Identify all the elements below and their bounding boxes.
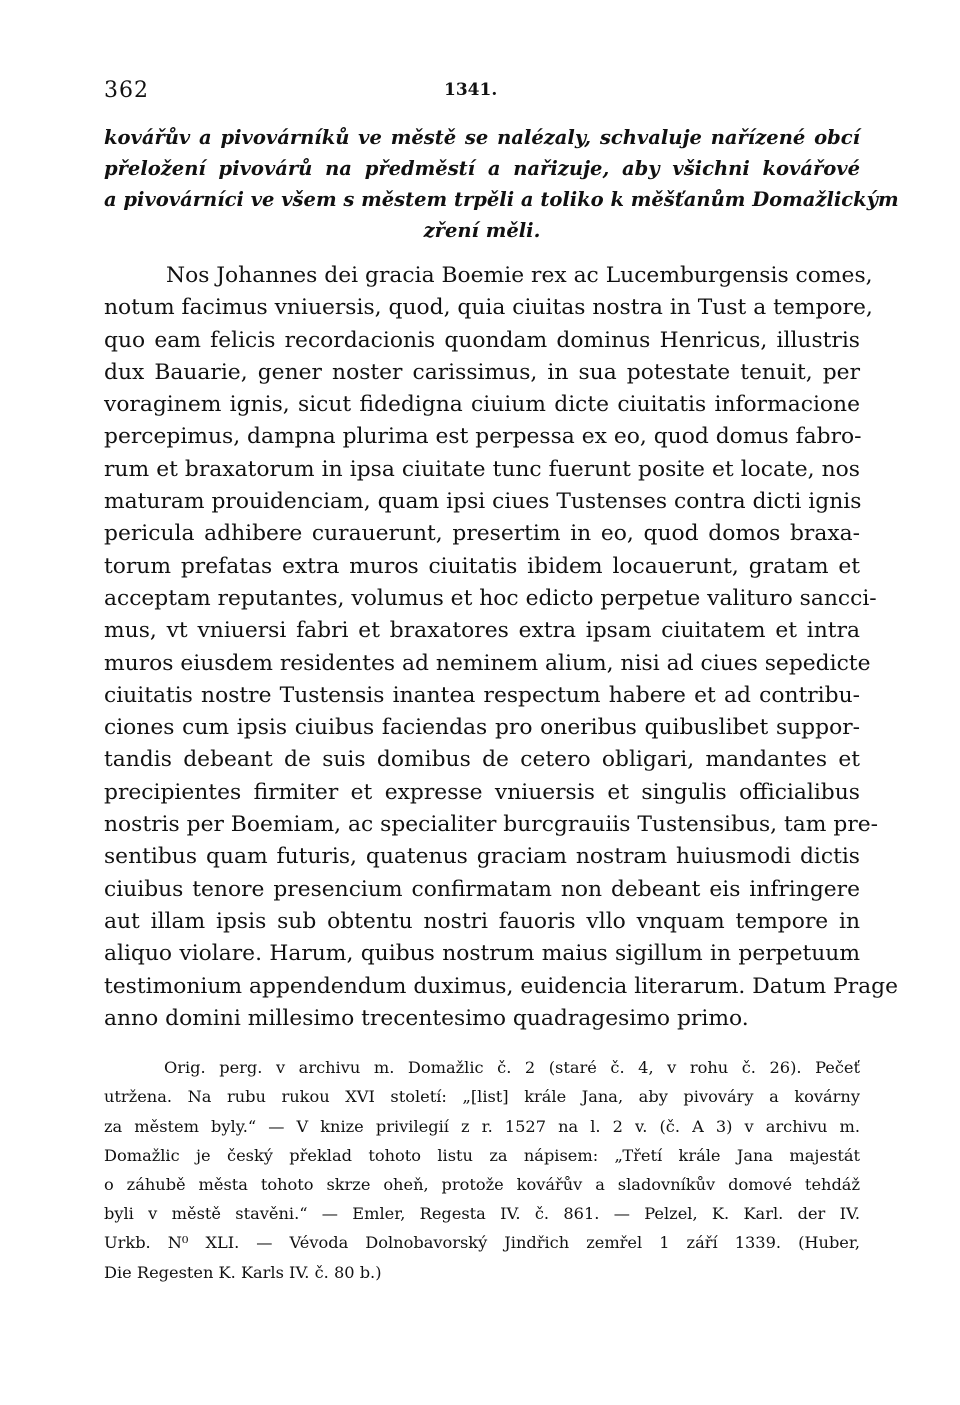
body-line: sentibus quam futuris, quatenus graciam nostram huiusmodi dictis	[104, 844, 860, 870]
body-line: notum facimus vniuersis, quod, quia ciuitas nostra in Tust a tempore,	[104, 295, 873, 321]
summary-line: zření měli.	[423, 219, 541, 242]
note-line: o záhubě města tohoto skrze oheň, protože kovářův a sladovníkův domové tehdáž	[104, 1174, 860, 1194]
czech-summary	[104, 122, 899, 246]
note-line: Urkb. N⁰ XLI. — Vévoda Dolnobavorský Jindřich zemřel 1 září 1339. (Huber,	[104, 1233, 860, 1253]
body-line: voraginem ignis, sicut fidedigna ciuium dicte ciuitatis informacione	[104, 392, 860, 418]
body-line: dux Bauarie, gener noster carissimus, in sua potestate tenuit, per	[104, 359, 860, 385]
page-number: 362	[104, 78, 149, 103]
body-line: mus, vt vniuersi fabri et braxatores extra ipsam ciuitatem et intra	[104, 618, 860, 644]
body-line: quo eam felicis recordacionis quondam dominus Henricus, illustris	[104, 327, 860, 353]
note-line: byli v městě stavěni.“ — Emler, Regesta IV. č. 861. — Pelzel, K. Karl. der IV.	[104, 1204, 860, 1224]
note-line: utržena. Na rubu rukou XVI století: „[list] krále Jana, aby pivováry a kovárny	[104, 1087, 860, 1107]
body-line: aut illam ipsis sub obtentu nostri fauoris vllo vnquam tempore in	[104, 908, 860, 934]
latin-charter-text	[104, 260, 899, 1035]
summary-line: a pivovárníci ve všem s městem trpěli a toliko k měšťanům Domažlickým	[104, 188, 899, 211]
body-line: aliquo violare. Harum, quibus nostrum maius sigillum in perpetuum	[104, 941, 860, 967]
body-line: pericula adhibere curauerunt, presertim in eo, quod domos braxa-	[104, 521, 860, 547]
source-note	[104, 1053, 860, 1287]
summary-line: přeložení pivovárů na předměstí a nařizuje, aby všichni kovářové	[104, 157, 860, 180]
note-line: Orig. perg. v archivu m. Domažlic č. 2 (staré č. 4, v rohu č. 26). Pečeť	[164, 1058, 860, 1078]
running-year: 1341.	[444, 80, 498, 100]
body-line: Nos Johannes dei gracia Boemie rex ac Lucemburgensis comes,	[166, 263, 873, 288]
document-page	[104, 78, 899, 1287]
body-line: testimonium appendendum duximus, euidencia literarum. Datum Prage	[104, 973, 899, 999]
note-line: za městem byly.“ — V knize privilegií z r. 1527 na l. 2 v. (č. A 3) v archivu m.	[104, 1116, 860, 1136]
body-line: ciuitatis nostre Tustensis inantea respectum habere et ad contribu-	[104, 682, 860, 708]
body-line: precipientes firmiter et expresse vniuersis et singulis officialibus	[104, 779, 860, 805]
body-line: ciuibus tenore presencium confirmatam non debeant eis infringere	[104, 876, 860, 902]
body-line: maturam prouidenciam, quam ipsi ciues Tustenses contra dicti ignis	[104, 489, 862, 515]
body-line: ciones cum ipsis ciuibus faciendas pro oneribus quibuslibet suppor-	[104, 715, 860, 741]
body-line: nostris per Boemiam, ac specialiter burcgrauiis Tustensibus, tam pre-	[104, 812, 879, 838]
body-line: rum et braxatorum in ipsa ciuitate tunc fuerunt posite et locate, nos	[104, 456, 860, 482]
body-line: tandis debeant de suis domibus de cetero obligari, mandantes et	[104, 747, 860, 773]
body-line: acceptam reputantes, volumus et hoc edicto perpetue valituro sancci-	[104, 585, 877, 611]
summary-line: kovářův a pivovárníků ve městě se nalézaly, schvaluje nařízené obcí	[104, 126, 860, 149]
body-line: muros eiusdem residentes ad neminem alium, nisi ad ciues sepedicte	[104, 650, 871, 676]
note-line: Domažlic je český překlad tohoto listu za nápisem: „Třetí krále Jana majestát	[104, 1145, 860, 1165]
page-header	[104, 78, 860, 122]
body-line: anno domini millesimo trecentesimo quadragesimo primo.	[104, 1005, 749, 1031]
note-line: Die Regesten K. Karls IV. č. 80 b.)	[104, 1262, 382, 1282]
body-line: percepimus, dampna plurima est perpessa ex eo, quod domus fabro-	[104, 424, 862, 450]
body-line: torum prefatas extra muros ciuitatis ibidem locauerunt, gratam et	[104, 553, 860, 579]
